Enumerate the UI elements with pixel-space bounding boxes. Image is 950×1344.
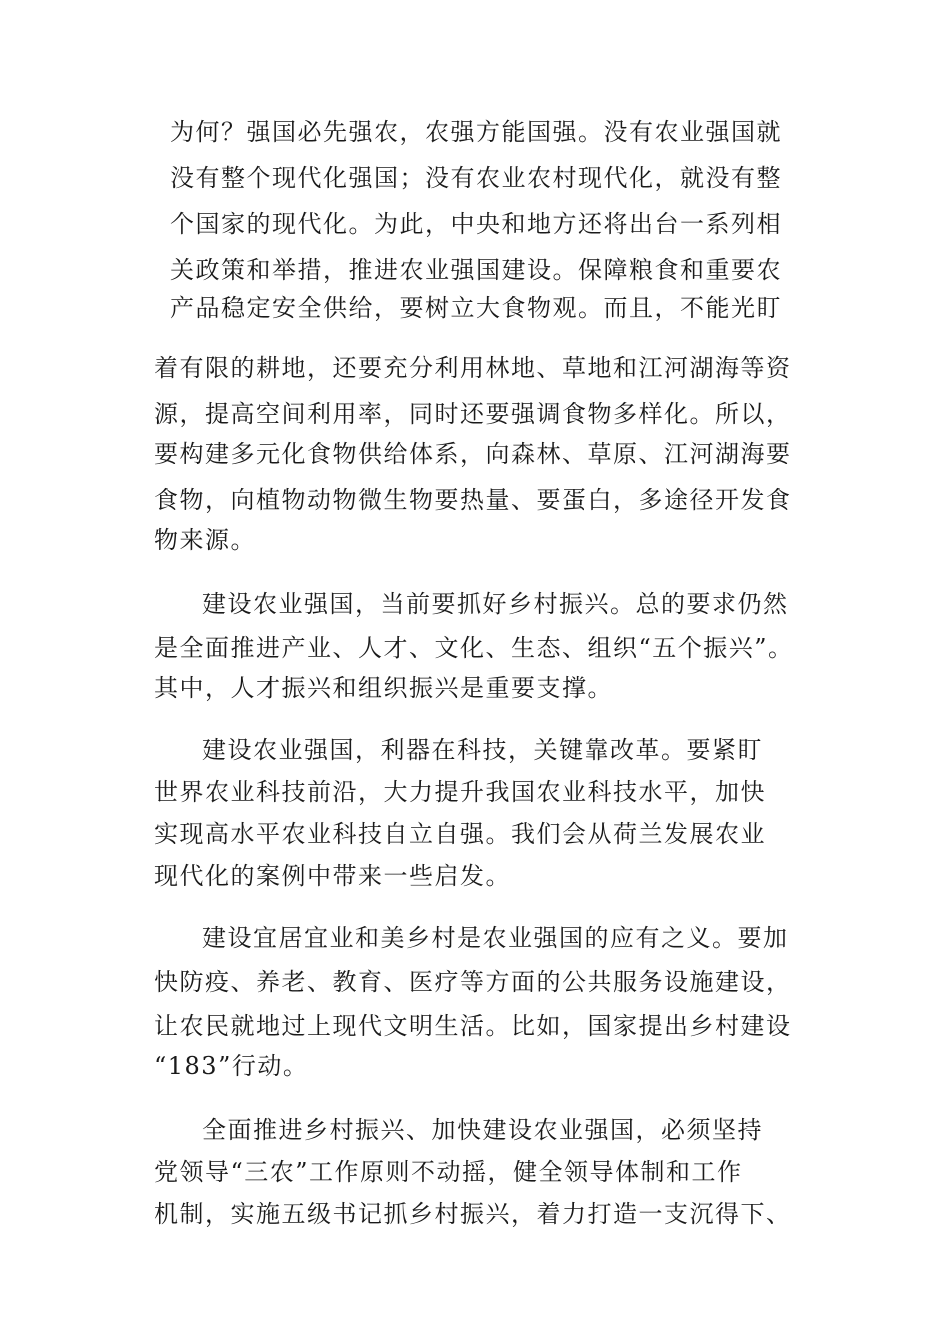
text-line: 世界农业科技前沿，大力提升我国农业科技水平，加快: [154, 778, 766, 806]
text-line: 现代化的案例中带来一些启发。: [154, 862, 511, 890]
text-line: 党领导“三农”工作原则不动摇，健全领导体制和工作: [154, 1158, 743, 1186]
text-line: 建设农业强国，当前要抓好乡村振兴。总的要求仍然: [202, 590, 789, 618]
text-line: 着有限的耕地，还要充分利用林地、草地和江河湖海等资: [154, 354, 792, 382]
text-line: 物来源。: [154, 526, 256, 554]
text-line: 全面推进乡村振兴、加快建设农业强国，必须坚持: [202, 1116, 763, 1144]
text-line: 为何？强国必先强农，农强方能国强。没有农业强国就: [170, 118, 782, 146]
text-line: 食物，向植物动物微生物要热量、要蛋白，多途径开发食: [154, 486, 792, 514]
text-line: 其中，人才振兴和组织振兴是重要支撑。: [154, 674, 613, 702]
text-line: 快防疫、养老、教育、医疗等方面的公共服务设施建设，: [154, 968, 792, 996]
text-line: 关政策和举措，推进农业强国建设。保障粮食和重要农: [170, 256, 782, 284]
text-line: 个国家的现代化。为此，中央和地方还将出台一系列相: [170, 210, 782, 238]
text-line: 建设农业强国，利器在科技，关键靠改革。要紧盯: [202, 736, 763, 764]
text-line: 产品稳定安全供给，要树立大食物观。而且，不能光盯: [170, 294, 782, 322]
text-line: “183”行动。: [154, 1052, 309, 1080]
text-line: 让农民就地过上现代文明生活。比如，国家提出乡村建设: [154, 1012, 792, 1040]
text-line: 要构建多元化食物供给体系，向森林、草原、江河湖海要: [154, 440, 792, 468]
text-line: 机制，实施五级书记抓乡村振兴，着力打造一支沉得下、: [154, 1200, 792, 1228]
text-line: 实现高水平农业科技自立自强。我们会从荷兰发展农业: [154, 820, 766, 848]
text-line: 是全面推进产业、人才、文化、生态、组织“五个振兴”。: [154, 634, 794, 662]
text-line: 源，提高空间利用率，同时还要强调食物多样化。所以，: [154, 400, 792, 428]
text-line: 建设宜居宜业和美乡村是农业强国的应有之义。要加: [202, 924, 789, 952]
text-line: 没有整个现代化强国；没有农业农村现代化，就没有整: [170, 164, 782, 192]
